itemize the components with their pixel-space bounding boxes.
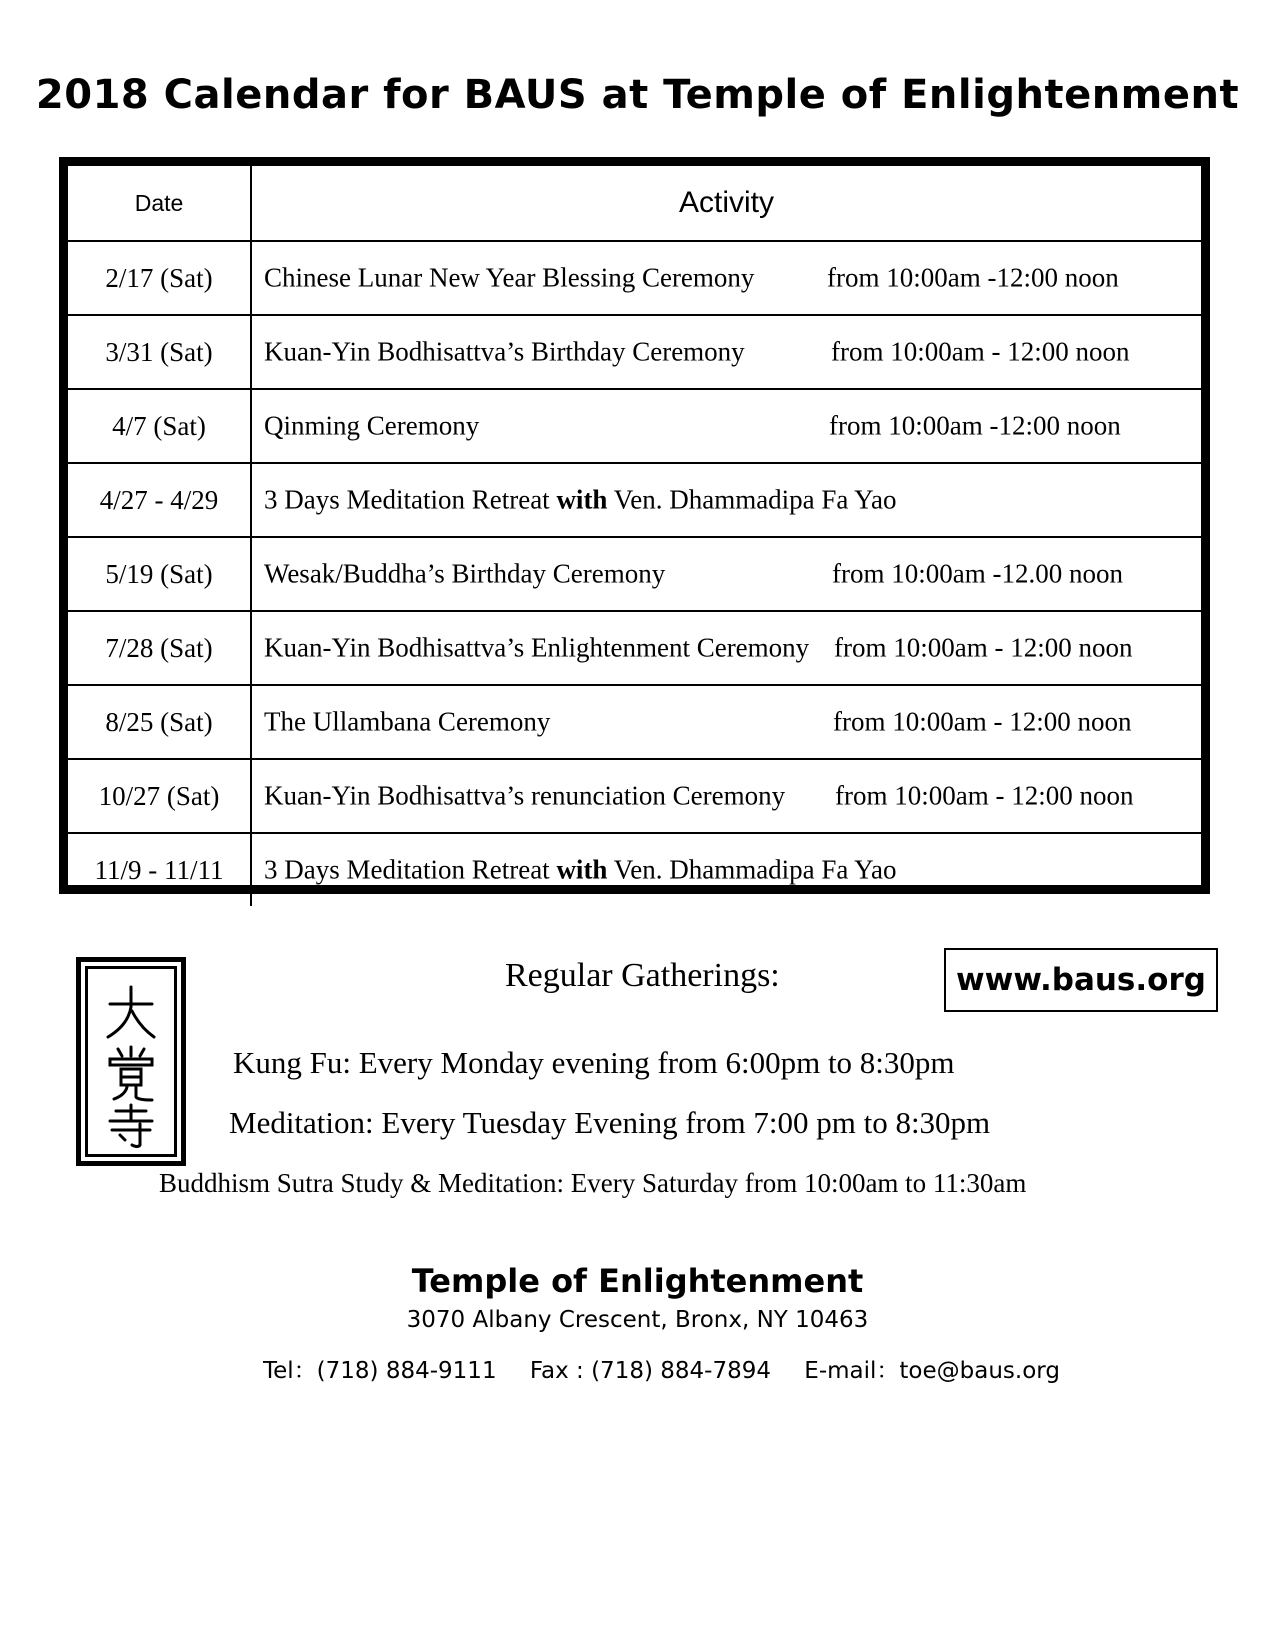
row-activity-cell xyxy=(251,389,1201,463)
row-activity-cell xyxy=(251,315,1201,389)
row-activity-cell xyxy=(251,537,1201,611)
row-date: 4/27 - 4/29 xyxy=(68,463,251,537)
row-date: 10/27 (Sat) xyxy=(68,759,251,833)
row-date: 5/19 (Sat) xyxy=(68,537,251,611)
table-row xyxy=(68,241,1201,315)
table-row xyxy=(68,463,1201,537)
seal-characters-graphic xyxy=(88,969,174,1150)
page-title: 2018 Calendar for BAUS at Temple of Enlightenment xyxy=(35,72,1240,118)
row-activity: Wesak/Buddha’s Birthday Ceremony xyxy=(264,558,666,589)
activity-text: 3 Days Meditation Retreat xyxy=(264,854,557,885)
row-activity: Kuan-Yin Bodhisattva’s Enlightenment Ceremony xyxy=(264,632,810,663)
row-activity: Kuan-Yin Bodhisattva’s renunciation Ceremony xyxy=(264,780,786,811)
row-time: from 10:00am -12.00 noon xyxy=(832,558,1123,589)
header-activity: Activity xyxy=(251,166,1201,241)
gathering-kung-fu: Kung Fu: Every Monday evening from 6:00pm to 8:30pm xyxy=(233,1045,955,1080)
footer-address: 3070 Albany Crescent, Bronx, NY 10463 xyxy=(406,1307,869,1333)
table-row xyxy=(68,537,1201,611)
row-time: from 10:00am -12:00 noon xyxy=(827,262,1119,293)
activity-bold-text: with xyxy=(556,484,608,515)
row-activity xyxy=(264,485,896,516)
calendar-table xyxy=(68,166,1201,906)
row-activity-cell xyxy=(251,611,1201,685)
row-activity: Kuan-Yin Bodhisattva’s Birthday Ceremony xyxy=(264,336,745,367)
gathering-meditation: Meditation: Every Tuesday Evening from 7:00 pm to 8:30pm xyxy=(229,1105,991,1140)
table-row xyxy=(68,315,1201,389)
table-row xyxy=(68,389,1201,463)
row-activity-cell xyxy=(251,759,1201,833)
seal-inner-frame xyxy=(85,966,177,1157)
footer-temple-name: Temple of Enlightenment xyxy=(411,1262,864,1300)
row-activity: Chinese Lunar New Year Blessing Ceremony xyxy=(264,262,755,293)
row-date: 4/7 (Sat) xyxy=(68,389,251,463)
row-activity: Qinming Ceremony xyxy=(264,410,480,441)
row-activity-cell xyxy=(251,463,1201,537)
table-row xyxy=(68,833,1201,906)
row-date: 11/9 - 11/11 xyxy=(68,833,251,906)
row-time: from 10:00am - 12:00 noon xyxy=(833,706,1132,737)
footer-tel: Tel：(718) 884-9111 xyxy=(263,1358,497,1384)
activity-text: 3 Days Meditation Retreat xyxy=(264,484,557,515)
row-time: from 10:00am - 12:00 noon xyxy=(834,632,1133,663)
row-time: from 10:00am - 12:00 noon xyxy=(831,336,1130,367)
calendar-frame xyxy=(59,157,1210,894)
temple-seal-logo xyxy=(76,957,186,1166)
row-activity-cell xyxy=(251,685,1201,759)
activity-text: Ven. Dhammadipa Fa Yao xyxy=(607,484,897,515)
row-date: 7/28 (Sat) xyxy=(68,611,251,685)
row-time: from 10:00am - 12:00 noon xyxy=(835,780,1134,811)
footer-contact xyxy=(263,1352,1060,1385)
row-time: from 10:00am -12:00 noon xyxy=(829,410,1121,441)
table-header-row xyxy=(68,166,1201,241)
header-date: Date xyxy=(68,166,251,241)
website-link[interactable]: www.baus.org xyxy=(944,948,1218,1012)
table-row xyxy=(68,685,1201,759)
row-activity-cell xyxy=(251,241,1201,315)
row-date: 2/17 (Sat) xyxy=(68,241,251,315)
footer-fax: Fax : (718) 884-7894 xyxy=(529,1358,771,1384)
activity-text: Ven. Dhammadipa Fa Yao xyxy=(607,854,897,885)
row-date: 3/31 (Sat) xyxy=(68,315,251,389)
footer-email[interactable]: E-mail：toe@baus.org xyxy=(804,1358,1060,1384)
table-row xyxy=(68,611,1201,685)
row-date: 8/25 (Sat) xyxy=(68,685,251,759)
gathering-sutra-study: Buddhism Sutra Study & Meditation: Every Saturday from 10:00am to 11:30am xyxy=(159,1168,1027,1198)
row-activity xyxy=(264,855,896,886)
regular-gatherings-heading: Regular Gatherings: xyxy=(505,957,780,994)
table-row xyxy=(68,759,1201,833)
activity-bold-text: with xyxy=(556,854,608,885)
row-activity-cell xyxy=(251,833,1201,906)
row-activity: The Ullambana Ceremony xyxy=(264,706,551,737)
